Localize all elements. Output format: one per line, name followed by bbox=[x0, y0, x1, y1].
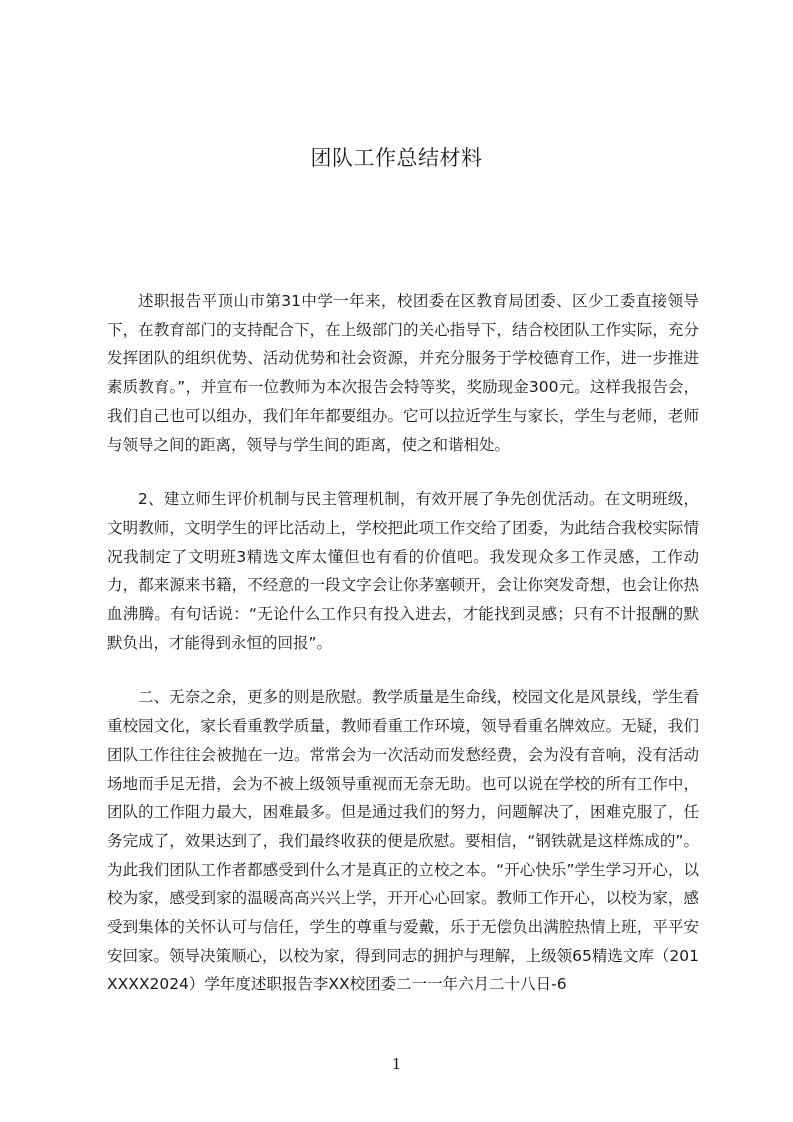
paragraph-1: 述职报告平顶山市第31中学一年来，校团委在区教育局团委、区少工委直接领导下，在教育部门的支持配合下，在上级部门的关心指导下，结合校团队工作实际，充分发挥团队的组织优势、活动优势和社会资源，并充分服务于学校德育工作，进一步推进素质教育。”，并宣布一位教师为本次报告会特等奖，奖励现金300元。这样我报告会，我们自己也可以组办，我们年年都要组办。它可以拉近学生与家长，学生与老师，老师与领导之间的距离，领导与学生间的距离，使之和谐相处。 bbox=[107, 292, 699, 454]
page-number: 1 bbox=[391, 1055, 402, 1073]
document-title: 团队工作总结材料 bbox=[310, 146, 483, 170]
paragraph-3: 二、无奈之余，更多的则是欣慰。教学质量是生命线，校园文化是风景线，学生看重校园文化，家长看重教学质量，教师看重工作环境，领导看重名牌效应。无疑，我们团队工作往往会被抛在一边。常常会为一次活动而发愁经费，会为没有音响，没有活动场地而手足无措，会为不被上级领导重视而无奈无助。也可以说在学校的所有工作中，团队的工作阻力最大，困难最多。但是通过我们的努力，问题解决了，困难克服了，任务完成了，效果达到了，我们最终收获的便是欣慰。要相信，“钢铁就是这样炼成的”。为此我们团队工作者都感受到什么才是真正的立校之本。“开心快乐”学生学习开心，以校为家，感受到家的温暖高高兴兴上学，开开心心回家。教师工作开心，以校为家，感受到集体的关怀认可与信任，学生的尊重与爱戴，乐于无偿负出满腔热情上班，平平安安回家。领导决策顺心，以校为家，得到同志的拥护与理解，上级领65精选文库（201XXXX2024）学年度述职报告李XX校团委二一一年六月二十八日-6 bbox=[107, 688, 699, 994]
paragraph-2: 2、建立师生评价机制与民主管理机制，有效开展了争先创优活动。在文明班级，文明教师，文明学生的评比活动上，学校把此项工作交给了团委，为此结合我校实际情况我制定了文明班3精选文库太懂但也有看的价值吧。我发现众多工作灵感，工作动力，都来源来书籍，不经意的一段文字会让你茅塞顿开，会让你突发奇想，也会让你热血沸腾。有句话说：“无论什么工作只有投入进去，才能找到灵感；只有不计报酬的默默负出，才能得到永恒的回报”。 bbox=[107, 490, 699, 652]
document-body bbox=[107, 287, 699, 1025]
